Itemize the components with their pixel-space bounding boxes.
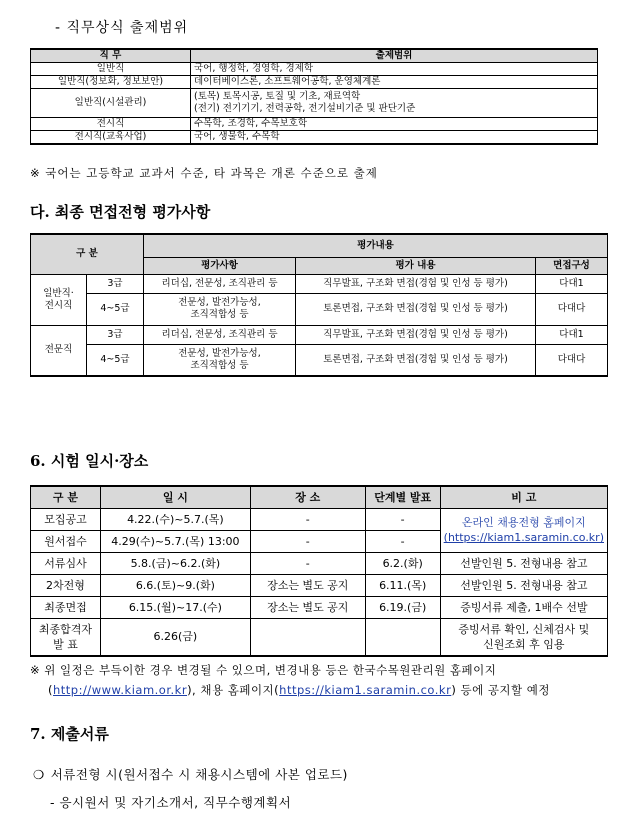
column-header-content: 평가내용 xyxy=(144,234,608,257)
recruit-homepage-link[interactable]: (https://kiam1.saramin.co.kr) xyxy=(443,531,604,544)
table-cell: 리더십, 전문성, 조직관리 등 xyxy=(144,325,296,344)
interview-eval-table xyxy=(30,233,608,377)
table-cell xyxy=(191,89,598,118)
column-header-job: 직 무 xyxy=(31,49,191,63)
scope-line: (전기) 전기기기, 전력공학, 전기설비기준 및 판단기준 xyxy=(194,103,416,114)
table-cell xyxy=(365,618,440,656)
table-cell: - xyxy=(250,530,365,552)
footnote-text: ), 채용 홈페이지( xyxy=(187,683,280,697)
table-cell: 6.19.(금) xyxy=(365,596,440,618)
table-cell: 리더십, 전문성, 조직관리 등 xyxy=(144,274,296,293)
group-label: 전문직 xyxy=(31,325,87,376)
section-7-heading: 7. 제출서류 xyxy=(30,725,109,743)
table-cell: 직무발표, 구조화 면접(경험 및 인성 등 평가) xyxy=(296,325,536,344)
table-cell: 수목학, 조경학, 수목보호학 xyxy=(191,118,598,131)
table-cell: - xyxy=(365,508,440,530)
table-cell: 3급 xyxy=(87,325,144,344)
online-recruit-note xyxy=(440,508,607,552)
table-cell: 일반직(정보화, 정보보안) xyxy=(31,76,191,89)
recruit-homepage-label: 온라인 채용전형 홈페이지 xyxy=(461,516,586,529)
table-cell: 6.6.(토)~9.(화) xyxy=(100,574,250,596)
recruit-site-link[interactable]: https://kiam1.saramin.co.kr xyxy=(279,683,452,697)
column-header-method: 평가 내용 xyxy=(296,257,536,274)
table-cell: 토론면접, 구조화 면접(경험 및 인성 등 평가) xyxy=(296,293,536,325)
column-header-date: 일 시 xyxy=(100,486,250,508)
section-6-heading: 6. 시험 일시·장소 xyxy=(30,452,149,470)
table-cell: 2차전형 xyxy=(31,574,101,596)
footnote-text: ) 등에 공지할 예정 xyxy=(451,683,551,697)
table-cell: 선발인원 5. 전형내용 참고 xyxy=(440,574,607,596)
column-header-note: 비 고 xyxy=(440,486,607,508)
table-cell: - xyxy=(250,508,365,530)
schedule-footnote xyxy=(30,660,615,700)
table-cell: 6.26(금) xyxy=(100,618,250,656)
table-cell: 서류심사 xyxy=(31,552,101,574)
exam-scope-table xyxy=(30,48,598,145)
table-cell: 국어, 행정학, 경영학, 경제학 xyxy=(191,63,598,76)
table-cell: 전시직 xyxy=(31,118,191,131)
table-cell: 다대다 xyxy=(536,293,608,325)
table-cell: - xyxy=(365,530,440,552)
group-label: 일반직· 전시직 xyxy=(31,274,87,325)
table-cell: 6.11.(목) xyxy=(365,574,440,596)
table-cell: 선발인원 5. 전형내용 참고 xyxy=(440,552,607,574)
table-cell: 4.22.(수)~5.7.(목) xyxy=(100,508,250,530)
column-header-division: 구 분 xyxy=(31,234,144,274)
footnote-text: ( xyxy=(48,683,53,697)
column-header-items: 평가사항 xyxy=(144,257,296,274)
footnote-line-2 xyxy=(30,680,615,700)
table-cell: 토론면접, 구조화 면접(경험 및 인성 등 평가) xyxy=(296,344,536,376)
submission-sub-item: - 응시원서 및 자기소개서, 직무수행계획서 xyxy=(50,795,292,810)
schedule-table xyxy=(30,485,608,657)
table-cell: 모집공고 xyxy=(31,508,101,530)
column-header-place: 장 소 xyxy=(250,486,365,508)
bullet-text: 서류전형 시(원서접수 시 채용시스템에 사본 업로드) xyxy=(50,767,348,782)
table-cell: 5.8.(금)~6.2.(화) xyxy=(100,552,250,574)
hollow-circle-icon: ❍ xyxy=(33,767,45,782)
table-cell: 다대다 xyxy=(536,344,608,376)
table-cell: 4~5급 xyxy=(87,344,144,376)
column-header-scope: 출제범위 xyxy=(191,49,598,63)
table-cell: 국어, 생물학, 수목학 xyxy=(191,131,598,145)
table-cell: 원서접수 xyxy=(31,530,101,552)
table-cell: 증빙서류 확인, 신체검사 및 신원조회 후 임용 xyxy=(440,618,607,656)
section-b-heading: 다. 최종 면접전형 평가사항 xyxy=(30,203,211,221)
table-cell: - xyxy=(250,552,365,574)
scope-line: (토목) 토목시공, 토질 및 기초, 재료역학 xyxy=(194,91,361,102)
column-header-announce: 단계별 발표 xyxy=(365,486,440,508)
kiam-homepage-link[interactable]: http://www.kiam.or.kr xyxy=(53,683,188,697)
footnote-line-1: ※ 위 일정은 부득이한 경우 변경될 수 있으며, 변경내용 등은 한국수목원관리원 홈페이지 xyxy=(30,663,497,677)
table-cell: 장소는 별도 공지 xyxy=(250,574,365,596)
table-cell: 일반직(시설관리) xyxy=(31,89,191,118)
table-cell: 직무발표, 구조화 면접(경험 및 인성 등 평가) xyxy=(296,274,536,293)
table-cell: 최종합격자 발 표 xyxy=(31,618,101,656)
table-cell: 다대1 xyxy=(536,325,608,344)
table-cell: 최종면접 xyxy=(31,596,101,618)
table-cell: 다대1 xyxy=(536,274,608,293)
table-cell: 4~5급 xyxy=(87,293,144,325)
submission-bullet xyxy=(33,765,348,783)
table-cell xyxy=(250,618,365,656)
table-cell: 6.15.(월)~17.(수) xyxy=(100,596,250,618)
column-header-format: 면접구성 xyxy=(536,257,608,274)
table-cell: 6.2.(화) xyxy=(365,552,440,574)
table-cell: 4.29(수)~5.7.(목) 13:00 xyxy=(100,530,250,552)
section-a-heading: - 직무상식 출제범위 xyxy=(55,20,189,36)
table-cell: 전시직(교육사업) xyxy=(31,131,191,145)
table-cell: 장소는 별도 공지 xyxy=(250,596,365,618)
table-cell: 일반직 xyxy=(31,63,191,76)
section-a-note: ※ 국어는 고등학교 교과서 수준, 타 과목은 개론 수준으로 출제 xyxy=(30,166,378,180)
table-cell: 증빙서류 제출, 1배수 선발 xyxy=(440,596,607,618)
table-cell: 3급 xyxy=(87,274,144,293)
column-header-stage: 구 분 xyxy=(31,486,101,508)
table-cell: 데이터베이스론, 소프트웨어공학, 운영체계론 xyxy=(191,76,598,89)
table-cell: 전문성, 발전가능성, 조직적합성 등 xyxy=(144,293,296,325)
table-cell: 전문성, 발전가능성, 조직적합성 등 xyxy=(144,344,296,376)
